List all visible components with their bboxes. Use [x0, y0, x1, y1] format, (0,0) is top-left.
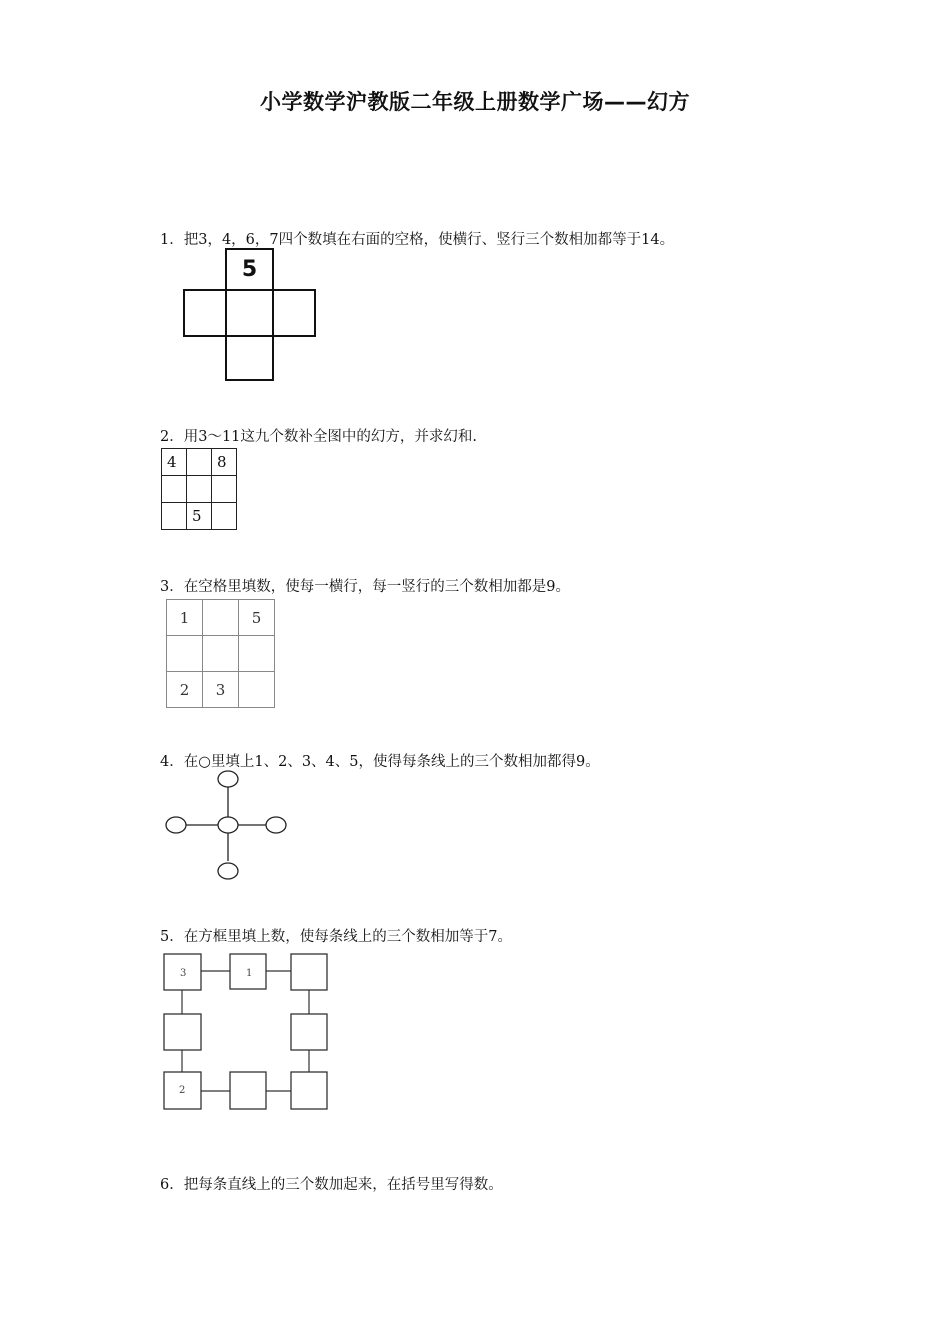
q5-square-frame-diagram — [160, 950, 335, 1115]
q1-cell-bottom[interactable] — [225, 335, 274, 381]
q5-given-top-left: 3 — [180, 968, 187, 979]
q1-cell-right[interactable] — [272, 289, 316, 337]
q3-cell[interactable]: 2 — [167, 672, 203, 708]
q2-cell[interactable] — [187, 476, 212, 503]
q3-grid — [166, 599, 275, 708]
q2-cell[interactable]: 8 — [212, 449, 237, 476]
q2-cell[interactable] — [212, 476, 237, 503]
q1-cell-center[interactable] — [225, 289, 274, 337]
q3-cell[interactable]: 1 — [167, 600, 203, 636]
q3-cell[interactable] — [203, 600, 239, 636]
q2-cell[interactable] — [162, 503, 187, 530]
page-title: 小学数学沪教版二年级上册数学广场——幻方 — [260, 90, 690, 114]
q4-circle-bottom[interactable] — [218, 863, 238, 879]
q4-circle-top[interactable] — [218, 771, 238, 787]
q3-cell[interactable]: 3 — [203, 672, 239, 708]
q2-magic-square — [161, 448, 237, 530]
q1-cell-top[interactable]: 5 — [225, 248, 274, 291]
q5-given-top-middle: 1 — [246, 968, 253, 979]
q2-cell[interactable] — [212, 503, 237, 530]
q4-circle-center[interactable] — [218, 817, 238, 833]
question-2-text: 2．用3～11这九个数补全图中的幻方，并求幻和. — [160, 429, 478, 445]
q4-circle-left[interactable] — [166, 817, 186, 833]
q2-cell[interactable] — [187, 449, 212, 476]
q5-box-bottom-right[interactable] — [291, 1072, 327, 1109]
q4-circle-right[interactable] — [266, 817, 286, 833]
q5-box-bottom-middle[interactable] — [230, 1072, 266, 1109]
q5-box-top-right[interactable] — [291, 954, 327, 990]
q2-cell[interactable]: 5 — [187, 503, 212, 530]
question-3-text: 3．在空格里填数，使每一横行，每一竖行的三个数相加都是9。 — [160, 579, 570, 595]
q5-box-middle-right[interactable] — [291, 1014, 327, 1050]
q3-cell[interactable]: 5 — [239, 600, 275, 636]
q5-box-middle-left[interactable] — [164, 1014, 201, 1050]
q1-cell-left[interactable] — [183, 289, 227, 337]
q3-cell[interactable] — [239, 636, 275, 672]
q3-cell[interactable] — [167, 636, 203, 672]
question-4-text: 4．在○里填上1、2、3、4、5，使得每条线上的三个数相加都得9。 — [160, 754, 600, 770]
question-1-text: 1．把3，4，6，7四个数填在右面的空格，使横行、竖行三个数相加都等于14。 — [160, 232, 675, 248]
question-5-text: 5．在方框里填上数，使每条线上的三个数相加等于7。 — [160, 929, 512, 945]
q2-cell[interactable]: 4 — [162, 449, 187, 476]
q2-cell[interactable] — [162, 476, 187, 503]
question-6-text: 6．把每条直线上的三个数加起来，在括号里写得数。 — [160, 1177, 503, 1193]
q5-given-bottom-left: 2 — [179, 1085, 186, 1096]
q4-circle-cross-diagram — [160, 765, 300, 890]
q3-cell[interactable] — [239, 672, 275, 708]
q3-cell[interactable] — [203, 636, 239, 672]
